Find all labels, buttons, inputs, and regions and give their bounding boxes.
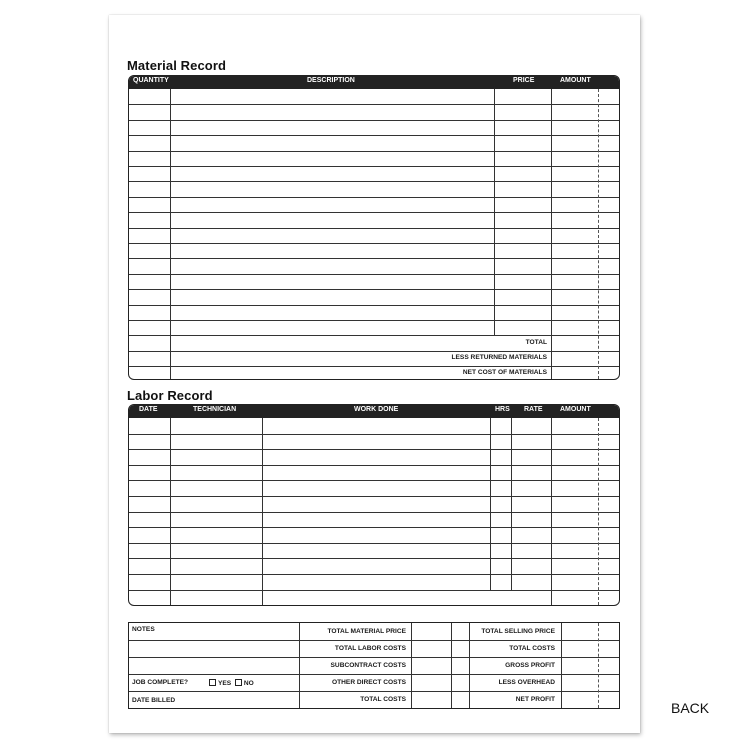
material-row-line xyxy=(129,351,619,352)
labor-col-divider xyxy=(490,418,491,590)
material-col-divider xyxy=(170,89,171,379)
no-checkbox[interactable] xyxy=(235,679,242,686)
material-record-table xyxy=(128,75,620,380)
material-cents-divider xyxy=(598,89,599,379)
labor-col-amount: AMOUNT xyxy=(560,406,591,413)
summary-right-label: TOTAL SELLING PRICE xyxy=(481,628,555,635)
notes-label: NOTES xyxy=(132,626,155,633)
summary-col-divider xyxy=(469,623,470,708)
labor-row-line xyxy=(129,527,619,528)
material-row-line xyxy=(129,258,619,259)
summary-row-line xyxy=(299,691,619,692)
material-row-line xyxy=(129,197,619,198)
labor-col-divider xyxy=(551,418,552,605)
labor-row-line xyxy=(129,558,619,559)
job-complete-label: JOB COMPLETE? xyxy=(132,679,189,686)
labor-row-line xyxy=(129,574,619,575)
material-row-line xyxy=(129,335,619,336)
labor-row-line xyxy=(129,434,619,435)
material-less-returned-label: LESS RETURNED MATERIALS xyxy=(451,354,547,361)
summary-middle-label: SUBCONTRACT COSTS xyxy=(330,662,406,669)
labor-col-divider xyxy=(511,418,512,590)
page-side-label: BACK xyxy=(671,700,710,716)
summary-right-label: GROSS PROFIT xyxy=(505,662,555,669)
material-row-line xyxy=(129,366,619,367)
material-row-line xyxy=(129,135,619,136)
material-row-line xyxy=(129,228,619,229)
material-row-line xyxy=(129,320,619,321)
material-row-line xyxy=(129,305,619,306)
material-row-line xyxy=(129,274,619,275)
summary-middle-label: OTHER DIRECT COSTS xyxy=(332,679,406,686)
material-col-price: PRICE xyxy=(513,77,535,84)
summary-col-divider xyxy=(411,623,412,708)
material-record-title: Material Record xyxy=(127,58,227,73)
summary-right-label: NET PROFIT xyxy=(515,696,555,703)
material-net-cost-label: NET COST OF MATERIALS xyxy=(462,369,547,376)
labor-col-date: DATE xyxy=(139,406,158,413)
material-row-line xyxy=(129,166,619,167)
material-row-line xyxy=(129,289,619,290)
summary-middle-label: TOTAL LABOR COSTS xyxy=(334,645,406,652)
summary-right-label: LESS OVERHEAD xyxy=(498,679,555,686)
material-row-line xyxy=(129,120,619,121)
labor-row-line xyxy=(129,449,619,450)
labor-record-table xyxy=(128,404,620,606)
summary-row-line xyxy=(299,657,619,658)
labor-col-divider xyxy=(262,418,263,605)
summary-middle-label: TOTAL MATERIAL PRICE xyxy=(327,628,406,635)
notes-line xyxy=(129,691,299,692)
material-col-divider xyxy=(551,89,552,379)
labor-col-work-done: WORK DONE xyxy=(354,406,399,413)
labor-cents-divider xyxy=(598,418,599,605)
summary-col-divider xyxy=(561,623,562,708)
labor-col-rate: RATE xyxy=(524,406,543,413)
material-row-line xyxy=(129,243,619,244)
summary-col-divider xyxy=(299,623,300,708)
material-col-quantity: QUANTITY xyxy=(133,77,169,84)
summary-row-line xyxy=(299,640,619,641)
material-row-line xyxy=(129,212,619,213)
material-col-description: DESCRIPTION xyxy=(307,77,355,84)
labor-row-line xyxy=(129,590,619,591)
notes-line xyxy=(129,674,299,675)
yes-label: YES xyxy=(218,680,232,687)
labor-row-line xyxy=(129,480,619,481)
material-row-line xyxy=(129,181,619,182)
job-complete-options xyxy=(209,679,254,687)
labor-row-line xyxy=(129,496,619,497)
labor-col-hrs: HRS xyxy=(495,406,510,413)
labor-record-title: Labor Record xyxy=(127,388,213,403)
material-row-line xyxy=(129,151,619,152)
labor-col-technician: TECHNICIAN xyxy=(193,406,237,413)
summary-middle-label: TOTAL COSTS xyxy=(360,696,406,703)
labor-row-line xyxy=(129,465,619,466)
summary-col-divider xyxy=(451,623,452,708)
material-col-divider xyxy=(494,89,495,335)
summary-row-line xyxy=(299,674,619,675)
notes-line xyxy=(129,640,299,641)
labor-table-header xyxy=(129,405,619,418)
material-row-line xyxy=(129,104,619,105)
labor-col-divider xyxy=(170,418,171,605)
material-col-amount: AMOUNT xyxy=(560,77,591,84)
yes-checkbox[interactable] xyxy=(209,679,216,686)
material-total-label: TOTAL xyxy=(525,339,547,346)
cost-summary-box xyxy=(128,622,620,709)
no-label: NO xyxy=(243,680,254,687)
summary-right-label: TOTAL COSTS xyxy=(509,645,555,652)
date-billed-label: DATE BILLED xyxy=(132,697,176,704)
summary-cents-divider xyxy=(598,623,599,708)
material-table-header xyxy=(129,76,619,89)
labor-row-line xyxy=(129,543,619,544)
form-sheet xyxy=(109,15,640,733)
labor-row-line xyxy=(129,512,619,513)
notes-line xyxy=(129,657,299,658)
